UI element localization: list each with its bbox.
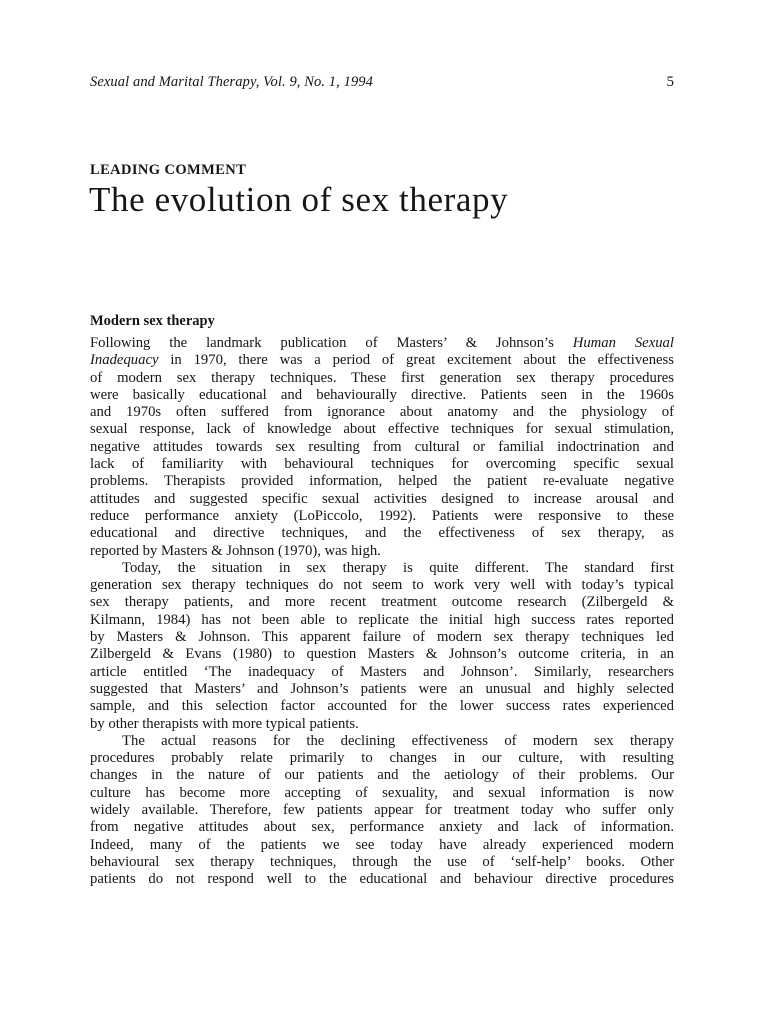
text-line: by other therapists with more typical patients. — [90, 715, 359, 732]
text-line: negative attitudes towards sex resulting from cultural or familial indoctrination and — [90, 438, 674, 455]
text-line: sex therapy patients, and more recent treatment outcome research (Zilbergeld & — [90, 594, 674, 611]
text-line: Kilmann, 1984) has not been able to replicate the initial high success rates reported — [90, 611, 674, 628]
text-line: lack of familiarity with behavioural techniques for overcoming specific sexual — [90, 456, 674, 473]
text-line: Indeed, many of the patients we see today have already experienced modern — [90, 836, 674, 853]
text-line: Today, the situation in sex therapy is quite different. The standard first — [122, 559, 674, 576]
text-line: and 1970s often suffered from ignorance about anatomy and the physiology of — [90, 404, 674, 421]
text-line: patients do not respond well to the educational and behaviour directive procedures — [90, 871, 674, 888]
article-kicker: LEADING COMMENT — [90, 162, 247, 178]
text-line: behavioural sex therapy techniques, through the use of ‘self-help’ books. Other — [90, 853, 674, 870]
text-line: Zilbergeld & Evans (1980) to question Masters & Johnson’s outcome criteria, in an — [90, 646, 674, 663]
paragraph — [90, 560, 674, 733]
text-line: Inadequacy in 1970, there was a period of great excitement about the effectiveness — [90, 352, 674, 369]
text-line: by Masters & Johnson. This apparent failure of modern sex therapy techniques led — [90, 629, 674, 646]
text-line: widely available. Therefore, few patients appear for treatment today who suffer only — [90, 802, 674, 819]
text-line: reduce performance anxiety (LoPiccolo, 1992). Patients were responsive to these — [90, 507, 674, 524]
text-line: reported by Masters & Johnson (1970), was high. — [90, 542, 381, 559]
text-line: were basically educational and behaviourally directive. Patients seen in the 1960s — [90, 386, 674, 403]
book-title: Inadequacy — [90, 352, 159, 369]
paragraph — [90, 733, 674, 889]
text-line: changes in the nature of our patients and the aetiology of their problems. Our — [90, 767, 674, 784]
text-line: The actual reasons for the declining effectiveness of modern sex therapy — [122, 732, 674, 749]
text-line: procedures probably relate primarily to changes in our culture, with resulting — [90, 750, 674, 767]
text-line: of modern sex therapy techniques. These first generation sex therapy procedures — [90, 369, 674, 386]
text-line: Following the landmark publication of Masters’ & Johnson’s Human Sexual — [90, 335, 674, 351]
text-line: sample, and this selection factor accounted for the lower success rates experienced — [90, 698, 674, 715]
text-line: generation sex therapy techniques do not seem to work very well with today’s typical — [90, 577, 674, 594]
text-line: from negative attitudes about sex, performance anxiety and lack of information. — [90, 819, 674, 836]
section-heading: Modern sex therapy — [90, 313, 215, 329]
text-line: educational and directive techniques, and the effectiveness of sex therapy, as — [90, 525, 674, 542]
text-line: culture has become more accepting of sexuality, and sexual information is now — [90, 784, 674, 801]
article-title: The evolution of sex therapy — [89, 180, 509, 219]
running-head — [90, 74, 674, 94]
text-line: problems. Therapists provided information, helped the patient re-evaluate negative — [90, 473, 674, 490]
text-line: article entitled ‘The inadequacy of Masters and Johnson’. Similarly, researchers — [90, 663, 674, 680]
journal-reference: Sexual and Marital Therapy, Vol. 9, No. 1, 1994 — [90, 74, 374, 90]
paragraph — [90, 335, 674, 560]
text-line: sexual response, lack of knowledge about effective techniques for sexual stimulation, — [90, 421, 674, 438]
page-number: 5 — [666, 74, 674, 90]
text-line: suggested that Masters’ and Johnson’s patients were an unusual and highly selected — [90, 680, 674, 697]
book-title: Human Sexual — [572, 335, 674, 351]
text-line: attitudes and suggested specific sexual activities designed to increase arousal and — [90, 490, 674, 507]
body-text — [90, 335, 674, 889]
